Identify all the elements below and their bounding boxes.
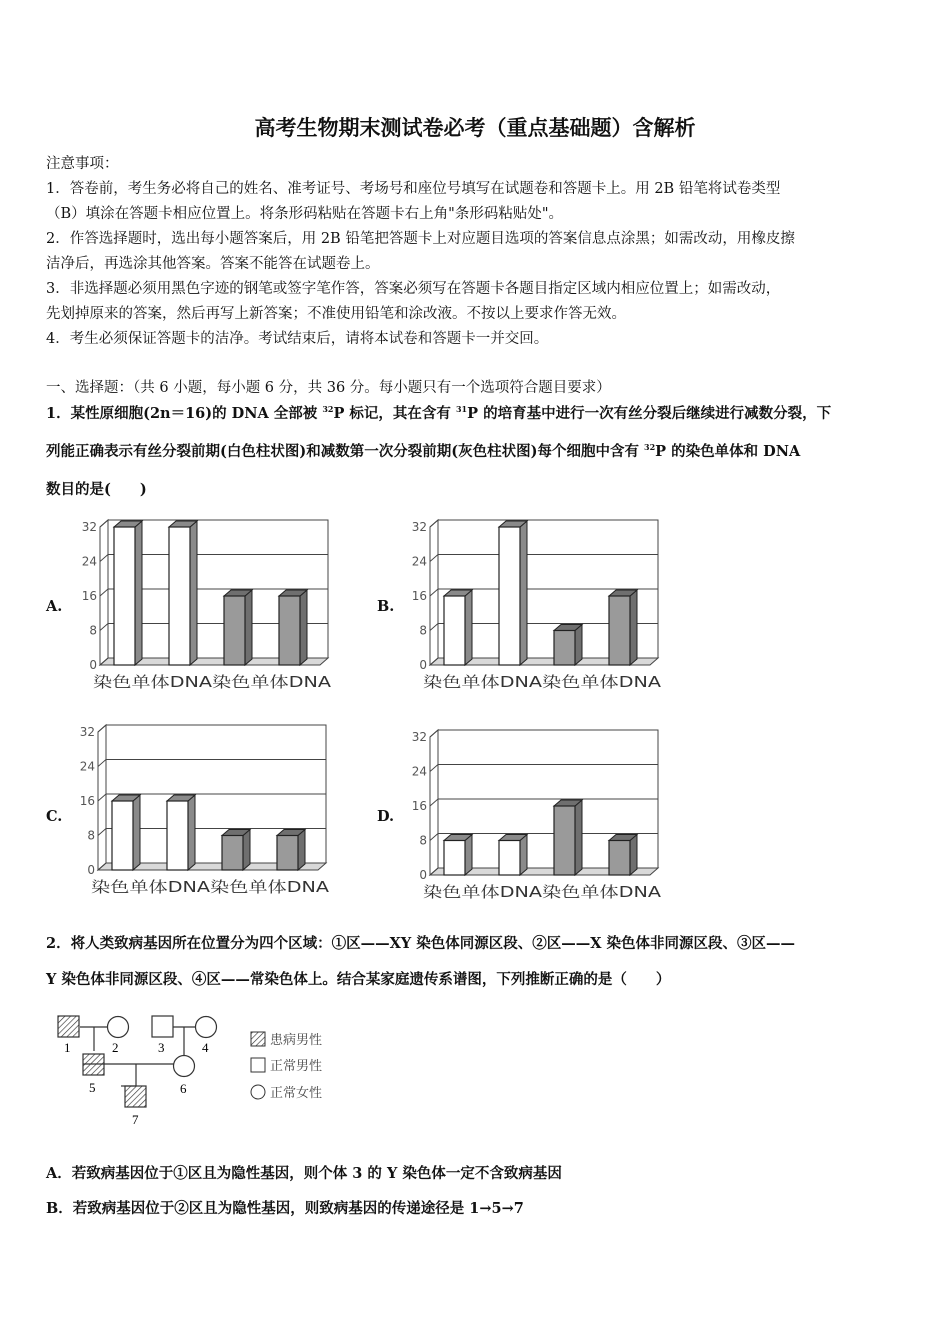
legend-normal-male: 正常男性: [270, 1059, 323, 1074]
bar-side: [465, 835, 472, 876]
bar-3: [224, 590, 252, 665]
bar-side: [630, 590, 637, 665]
y-tick-label: 8: [419, 623, 427, 638]
bar-front: [609, 841, 630, 876]
x-axis-label: 染色单体DNA染色单体DNA: [93, 673, 332, 691]
individual-2-normal-female: [108, 1017, 129, 1038]
notice-heading: 注意事项：: [46, 156, 119, 172]
y-tick-label: 0: [419, 868, 427, 882]
bar-side: [298, 830, 305, 871]
individual-5-affected-male: [83, 1054, 104, 1075]
legend-normal-female: 正常女性: [270, 1086, 323, 1101]
individual-number: 4: [202, 1040, 209, 1055]
bar-4: [609, 835, 637, 876]
y-tick-label: 0: [419, 658, 427, 672]
bar-front: [169, 527, 190, 665]
q2-line1: 2．将人类致病基因所在位置分为四个区域：①区——XY 染色体同源区段、②区——X 染色体非同源区段、③区——: [46, 935, 796, 952]
legend-affected-male: 患病男性: [270, 1033, 323, 1048]
section-heading: 一、选择题：（共 6 小题，每小题 6 分，共 36 分。每小题只有一个选项符合题目要求）: [46, 380, 611, 396]
bar-side: [520, 835, 527, 876]
option-d-label[interactable]: D.: [377, 808, 395, 825]
bar-1: [444, 835, 472, 876]
notice-line: 4．考生必须保证答题卡的洁净。考试结束后，请将本试卷和答题卡一并交回。: [46, 331, 549, 347]
x-axis-label: 染色单体DNA染色单体DNA: [423, 883, 662, 901]
legend-normal-male-icon: [251, 1058, 265, 1072]
bar-front: [224, 596, 245, 665]
bar-1: [444, 590, 472, 665]
bar-side: [243, 830, 250, 871]
y-tick-label: 32: [411, 520, 427, 534]
bar-side: [575, 625, 582, 666]
y-tick-label: 24: [411, 764, 427, 779]
q1-line1: 1．某性原细胞(2n＝16)的 DNA 全部被 $^{32}$P 标记，其在含有 $^{31}$P 的培育基中进行一次有丝分裂后继续进行减数分裂，下: [46, 404, 832, 422]
q2-option-b[interactable]: B．若致病基因位于②区且为隐性基因，则致病基因的传递途径是 1→5→7: [46, 1200, 524, 1217]
y-tick-label: 24: [411, 554, 427, 569]
bar-side: [188, 795, 195, 870]
bar-side: [133, 795, 140, 870]
bar-front: [279, 596, 300, 665]
bar-side: [575, 800, 582, 875]
individual-number: 2: [112, 1040, 119, 1055]
y-tick-label: 16: [81, 589, 97, 603]
notice-line: 3．非选择题必须用黑色字迹的钢笔或签字笔作答，答案必须写在答题卡各题目指定区域内相应位置上；如需改动，: [46, 281, 781, 297]
bar-2: [499, 835, 527, 876]
y-tick-label: 16: [411, 589, 427, 603]
page-title: 高考生物期末测试卷必考（重点基础题）含解析: [254, 116, 696, 140]
x-axis-label: 染色单体DNA染色单体DNA: [423, 673, 662, 691]
individual-7-affected-male: [125, 1086, 146, 1107]
bar-front: [554, 631, 575, 666]
notice-line: （B）填涂在答题卡相应位置上。将条形码粘贴在答题卡右上角"条形码粘贴处"。: [46, 206, 563, 222]
notice-line: 2．作答选择题时，选出每小题答案后，用 2B 铅笔把答题卡上对应题目选项的答案信息点涂黑；如需改动，用橡皮擦: [46, 231, 795, 247]
individual-4-normal-female: [196, 1017, 217, 1038]
y-tick-label: 24: [79, 759, 95, 774]
legend-normal-female-icon: [251, 1085, 265, 1099]
bar-front: [609, 596, 630, 665]
bar-side: [245, 590, 252, 665]
bar-3: [554, 800, 582, 875]
individual-number: 3: [158, 1040, 165, 1055]
y-tick-label: 8: [419, 833, 427, 848]
y-tick-label: 16: [79, 794, 95, 808]
bar-2: [167, 795, 195, 870]
x-axis-label: 染色单体DNA染色单体DNA: [91, 878, 330, 896]
y-tick-label: 32: [81, 520, 97, 534]
bar-front: [112, 801, 133, 870]
notice-line: 洁净后，再选涂其他答案。答案不能答在试题卷上。: [46, 256, 380, 272]
notice-line: 先划掉原来的答案，然后再写上新答案；不准使用铅笔和涂改液。不按以上要求作答无效。: [46, 306, 626, 322]
bar-front: [499, 527, 520, 665]
bar-side: [465, 590, 472, 665]
y-tick-label: 16: [411, 799, 427, 813]
individual-number: 7: [132, 1112, 139, 1127]
y-tick-label: 0: [89, 658, 97, 672]
bar-chart-b: [410, 515, 680, 695]
pedigree-chart: [50, 1008, 360, 1133]
y-tick-label: 8: [89, 623, 97, 638]
bar-front: [444, 841, 465, 876]
q2-line2: Y 染色体非同源区段、④区——常染色体上。结合某家庭遗传系谱图，下列推断正确的是（ ）: [46, 971, 671, 988]
y-tick-label: 8: [87, 828, 95, 843]
bar-4: [279, 590, 307, 665]
bar-3: [554, 625, 582, 666]
bar-side: [520, 521, 527, 665]
q1-line3: 数目的是( ): [46, 481, 147, 498]
notice-line: 1．答卷前，考生务必将自己的姓名、准考证号、考场号和座位号填写在试题卷和答题卡上。用 2B 铅笔将试卷类型: [46, 181, 781, 197]
bar-side: [190, 521, 197, 665]
legend-affected-male-icon: [251, 1032, 265, 1046]
option-a-label[interactable]: A.: [46, 598, 63, 615]
bar-front: [167, 801, 188, 870]
option-c-label[interactable]: C.: [46, 808, 63, 825]
individual-number: 5: [89, 1080, 96, 1095]
bar-side: [300, 590, 307, 665]
bar-chart-a: [80, 515, 350, 695]
bar-4: [277, 830, 305, 871]
bar-chart-c: [78, 720, 348, 900]
bar-1: [114, 521, 142, 665]
individual-number: 6: [180, 1081, 187, 1096]
bar-front: [277, 836, 298, 871]
bar-side: [630, 835, 637, 876]
y-tick-label: 32: [411, 730, 427, 744]
q2-option-a[interactable]: A．若致病基因位于①区且为隐性基因，则个体 3 的 Y 染色体一定不含致病基因: [46, 1165, 562, 1182]
y-tick-label: 0: [87, 863, 95, 877]
bar-front: [222, 836, 243, 871]
bar-2: [169, 521, 197, 665]
bar-front: [114, 527, 135, 665]
q1-line2: 列能正确表示有丝分裂前期(白色柱状图)和减数第一次分裂前期(灰色柱状图)每个细胞中含有 $^{32}$P 的染色单体和 DNA: [46, 442, 801, 460]
bar-3: [222, 830, 250, 871]
y-tick-label: 32: [79, 725, 95, 739]
bar-1: [112, 795, 140, 870]
bar-2: [499, 521, 527, 665]
bar-chart-d: [410, 725, 680, 905]
bar-front: [499, 841, 520, 876]
bar-side: [135, 521, 142, 665]
individual-number: 1: [64, 1040, 71, 1055]
individual-3-normal-male: [152, 1016, 173, 1037]
individual-6-normal-female: [174, 1056, 195, 1077]
individual-1-affected-male: [58, 1016, 79, 1037]
bar-4: [609, 590, 637, 665]
y-tick-label: 24: [81, 554, 97, 569]
bar-front: [444, 596, 465, 665]
bar-front: [554, 806, 575, 875]
option-b-label[interactable]: B.: [377, 598, 395, 615]
